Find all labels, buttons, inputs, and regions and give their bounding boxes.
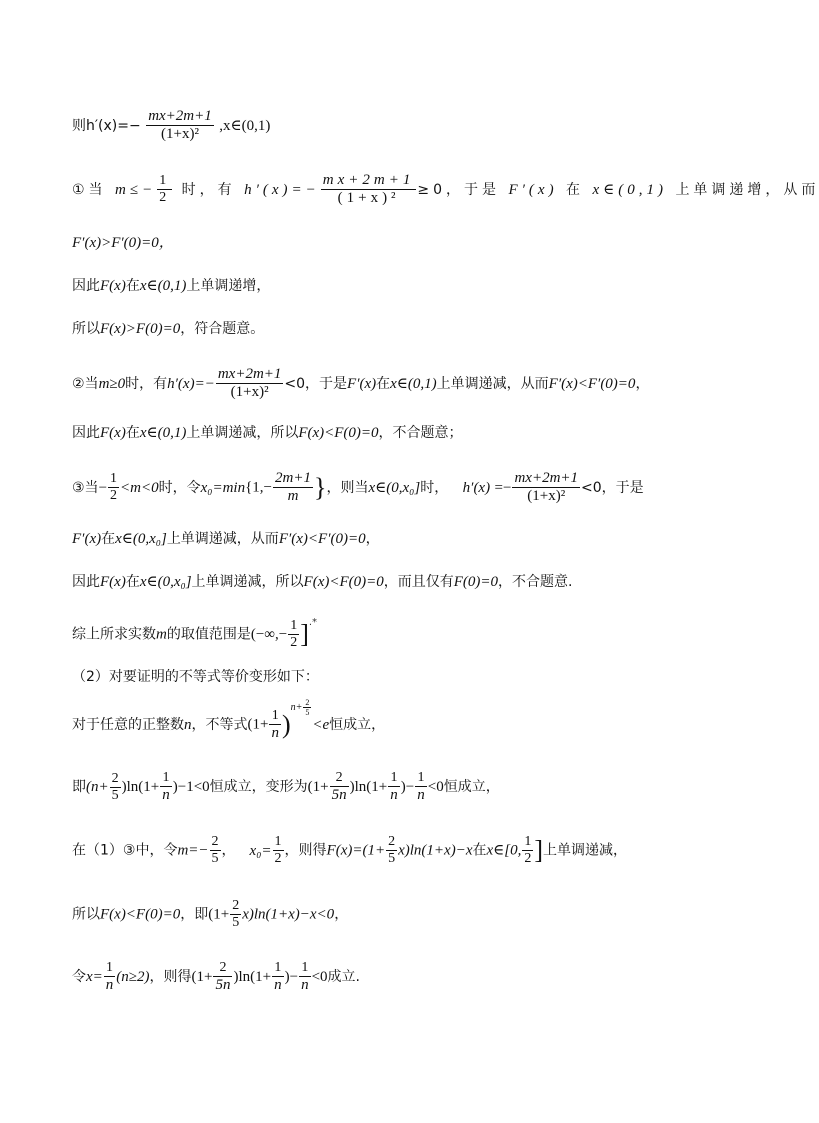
solution-line-5 — [72, 322, 264, 337]
brace: {1,− — [245, 479, 273, 496]
fraction: $\frac{2}{5}$ — [232, 898, 240, 931]
fraction: $\frac{1}{n}$ — [301, 960, 309, 994]
math: h′(x) — [462, 479, 491, 496]
solution-line-11 — [72, 618, 317, 651]
math: x∈(0,1) — [139, 425, 187, 441]
fraction: $\frac{1}{n}$ — [162, 770, 170, 804]
math: F(0)=0 — [453, 574, 499, 590]
math: x∈(0,x₀] — [115, 531, 167, 547]
math: F(x)=(1+ — [326, 842, 386, 859]
fraction: $\frac{2}{5}$ — [111, 770, 119, 803]
fraction: $\frac{1}{2}$ — [110, 471, 118, 504]
math: F(x) — [100, 425, 126, 441]
text: ， — [365, 531, 380, 547]
solution-line-16 — [72, 898, 348, 931]
math: x= — [86, 969, 103, 986]
math: F′(x) — [72, 531, 102, 547]
solution-line-13 — [72, 698, 386, 742]
math: m — [156, 626, 167, 643]
math: (1+ — [191, 969, 213, 986]
text: 时，有 — [125, 375, 168, 392]
text: 在 — [125, 574, 140, 590]
math: F(x)>F(0)=0 — [100, 321, 181, 337]
text: 在（1）③中，令 — [72, 842, 178, 859]
math: F′(x) — [508, 181, 558, 198]
math: x∈(0,1) — [139, 278, 187, 294]
paren: (1+ — [247, 716, 269, 733]
text: 恒成立，变形为 — [209, 779, 308, 796]
fraction: $\frac{2}{5n}$ — [215, 960, 231, 994]
math: m=− — [177, 842, 209, 859]
math: <m<0 — [120, 479, 159, 496]
text: 综上所求实数 — [72, 626, 156, 643]
math: (1+ — [208, 906, 230, 923]
solution-line-8 — [72, 470, 644, 506]
math: F′(x)<F′(0)=0 — [278, 531, 366, 547]
text: 在 — [566, 181, 585, 198]
text: 成立. — [327, 969, 360, 986]
text: 恒成立， — [329, 717, 386, 734]
fraction: $\frac{2}{5}$ — [211, 834, 219, 867]
text: 上单调递减， — [543, 842, 628, 859]
fraction: $\frac{mx+2m+1}{\text{(1+x)²}}$ — [514, 470, 579, 505]
math: F(x)<F(0)=0 — [100, 906, 181, 923]
text: ， — [635, 375, 650, 392]
fraction: $\frac{1}{n}$ — [274, 960, 282, 994]
text: 在 — [125, 278, 140, 294]
math: x)ln(1+x)−x<0 — [242, 906, 335, 923]
text: ，则得 — [149, 969, 192, 986]
math: =− — [494, 479, 512, 496]
fraction: $\frac{mx+2m+1}{\text{(1+x)²}}$ — [322, 172, 415, 207]
text: ≥0，于是 — [417, 181, 501, 198]
fraction: $\frac{1}{2}$ — [274, 834, 282, 867]
paren: ) — [281, 710, 291, 740]
text: ,x∈(0,1) — [219, 117, 271, 134]
text: 在 — [472, 842, 487, 859]
text: 恒成立， — [443, 779, 500, 796]
math: (n+ — [86, 779, 109, 796]
solution-line-17 — [72, 960, 360, 994]
solution-line-6 — [72, 366, 649, 402]
math: (−∞,− — [250, 626, 288, 643]
math: h′(x)=− — [244, 181, 320, 198]
text: ，不合题意； — [378, 425, 463, 441]
text: 在 — [101, 531, 116, 547]
text: 上单调递增， — [186, 278, 271, 294]
math: )− — [284, 969, 299, 986]
solution-line-12: （2）对要证明的不等式等价变形如下： — [72, 669, 319, 685]
text: <0，于是 — [284, 375, 348, 392]
text: 时， — [420, 479, 449, 496]
text: 在 — [125, 425, 140, 441]
text: ③当 — [72, 479, 99, 496]
math: x∈(0,1) — [390, 375, 437, 392]
fraction: $\frac{1}{2}$ — [524, 834, 532, 867]
solution-line-14 — [72, 770, 500, 804]
text: 所以 — [72, 906, 100, 923]
fraction: $\frac{2}{5}$ — [388, 834, 396, 867]
text: 上单调递减，所以 — [191, 574, 304, 590]
math: h′(x)=− — [167, 375, 215, 392]
math: − — [98, 479, 108, 496]
math: n — [184, 717, 192, 734]
text: ①当 — [72, 181, 107, 198]
text: ②当 — [72, 375, 99, 392]
fraction: $\frac{mx+2m+1}{\text{(1+x)²}}$ — [217, 366, 282, 401]
math: x∈(0,x₀] — [139, 574, 192, 590]
text: 因此 — [72, 278, 100, 294]
math: )−1<0 — [172, 779, 210, 796]
text: <0，于是 — [581, 479, 644, 496]
fraction: $\frac{1}{n}$ — [271, 708, 279, 742]
math: )ln(1+ — [233, 969, 272, 986]
math: )ln(1+ — [121, 779, 160, 796]
fraction: $\frac{1}{n}$ — [390, 770, 398, 804]
text: ， — [334, 906, 349, 923]
bracket: ] — [534, 835, 544, 865]
text: 因此 — [72, 425, 100, 441]
math: x₀= — [249, 842, 272, 859]
text: ，则当 — [326, 479, 369, 496]
solution-line-15 — [72, 834, 627, 867]
text: 因此 — [72, 574, 100, 590]
text: 时，令 — [158, 479, 201, 496]
text: 上单调递减，从而 — [436, 375, 549, 392]
text: .* — [308, 617, 318, 628]
text: 的取值范围是 — [166, 626, 251, 643]
math: )− — [400, 779, 415, 796]
text: 令 — [72, 969, 86, 986]
solution-line-7 — [72, 426, 463, 441]
math: (1+ — [307, 779, 329, 796]
text: ，而且仅有 — [383, 574, 454, 590]
fraction: $\frac{2m+1}{m}$ — [275, 470, 311, 505]
math: <0 — [427, 779, 444, 796]
math: )ln(1+ — [349, 779, 388, 796]
math: x∈[0, — [486, 842, 522, 859]
fraction: $\frac{2}{5n}$ — [331, 770, 347, 804]
math: x₀=min — [200, 479, 246, 496]
text: ，符合题意。 — [180, 321, 265, 337]
bracket: ] — [300, 619, 309, 649]
solution-line-9 — [72, 532, 380, 547]
math: (n≥2) — [116, 969, 150, 986]
math: x)ln(1+x)−x — [398, 842, 473, 859]
solution-line-2 — [72, 172, 819, 208]
math: F(x)<F(0)=0 — [298, 425, 379, 441]
math: m≥0 — [98, 375, 126, 392]
text: 上单调递减，所以 — [186, 425, 299, 441]
math: F′(x)<F′(0)=0 — [548, 375, 636, 392]
solution-line-10 — [72, 575, 572, 590]
fraction: $\frac{1}{n}$ — [417, 770, 425, 804]
math: m≤− — [115, 181, 157, 198]
text: 则h′(x)=− — [72, 117, 141, 134]
math: F(x)<F(0)=0 — [303, 574, 384, 590]
text: ，即 — [180, 906, 209, 923]
text: ，不等式 — [191, 717, 248, 734]
math: <e — [312, 717, 330, 734]
fraction: $\frac{1}{n}$ — [105, 960, 114, 994]
fraction: $\frac{1}{2}$ — [290, 618, 298, 651]
exponent: n+ $\frac{2}{5}$ — [290, 698, 310, 718]
math: x∈(0,x₀] — [368, 479, 421, 496]
fraction: $\frac{1}{2}$ — [159, 173, 171, 206]
math: <0 — [311, 969, 328, 986]
text: 即 — [72, 779, 86, 796]
text: 所以 — [72, 321, 100, 337]
text: 在 — [376, 375, 391, 392]
math: x∈(0,1) — [592, 181, 667, 198]
math: F(x) — [100, 574, 126, 590]
solution-line-3: F′(x)>F′(0)=0， — [72, 235, 174, 251]
solution-line-1 — [72, 108, 270, 144]
solution-line-4 — [72, 279, 270, 294]
text: ，则得 — [284, 842, 327, 859]
text: ， — [221, 842, 236, 859]
math: F(x) — [100, 278, 126, 294]
fraction: $\frac{mx+2m+1}{\text{(1+x)²}}$ — [148, 108, 212, 143]
brace: } — [314, 472, 327, 502]
text: 上单调递减，从而 — [166, 531, 279, 547]
math: F′(x) — [347, 375, 377, 392]
text: 时，有 — [181, 181, 236, 198]
text: 上单调递增，从而 — [675, 181, 819, 198]
text: 对于任意的正整数 — [72, 717, 184, 734]
text: ，不合题意. — [498, 574, 573, 590]
